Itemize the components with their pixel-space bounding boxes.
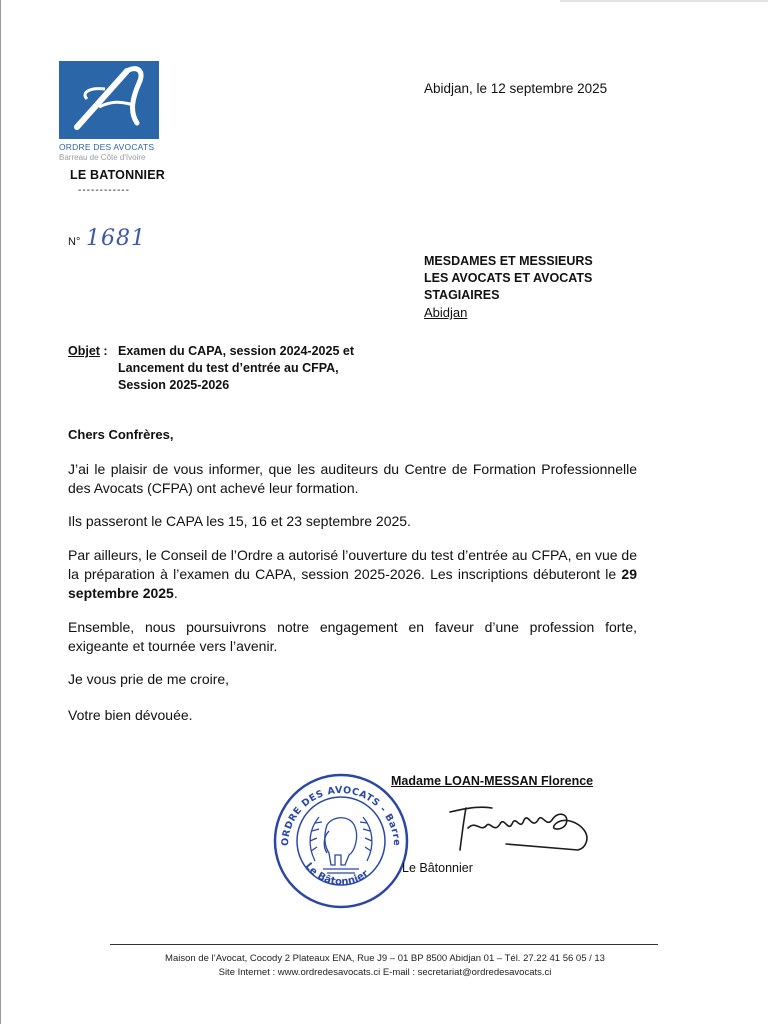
paragraph-text: Par ailleurs, le Conseil de l’Ordre a autorisé l’ouverture du test d’entrée au CFPA, en vue de la préparation à l’examen du CAPA, session 2025-2026. Les inscriptions débuteront le <box>68 547 637 582</box>
letter-date: Abidjan, le 12 septembre 2025 <box>424 81 608 96</box>
registration-date: 29 septembre 2025 <box>68 566 637 601</box>
addressee-line: STAGIAIRES <box>424 288 500 302</box>
footer <box>90 952 680 980</box>
reference-number: 1681 <box>86 226 146 251</box>
subject-line: Session 2025-2026 <box>118 378 230 392</box>
stamp-outer-text: ORDRE DES AVOCATS - Barre <box>279 784 403 847</box>
stamp-inner-text: Le Bâtonnier <box>302 860 371 888</box>
addressee-line: MESDAMES ET MESSIEURS <box>424 254 593 268</box>
subject-line: Examen du CAPA, session 2024-2025 et <box>118 344 354 358</box>
signatory-title: Le Bâtonnier <box>402 861 473 875</box>
subject-label: Objet <box>68 344 100 358</box>
page-edge-top <box>560 0 768 2</box>
heading-dashes: ------------ <box>78 185 130 196</box>
closing-line: Votre bien dévouée. <box>68 707 193 723</box>
footer-address: Maison de l’Avocat, Cocody 2 Plateaux ENA, Rue J9 – 01 BP 8500 Abidjan 01 – Tél. 27.22 41 56 05 / 13 <box>165 953 605 964</box>
reference-label: N° <box>68 236 81 248</box>
body-paragraph: Ensemble, nous poursuivrons notre engagement en faveur d’une profession forte, exigeante et tournée vers l’avenir. <box>68 619 637 654</box>
org-name: ORDRE DES AVOCATS <box>59 142 155 152</box>
footer-divider <box>110 944 658 945</box>
handwritten-signature <box>446 798 596 865</box>
signatory-name: Madame LOAN-MESSAN Florence <box>391 774 594 788</box>
paragraph-text: . <box>173 585 178 601</box>
svg-text:Le Bâtonnier <box>303 861 371 888</box>
subject-separator: : <box>99 344 108 358</box>
addressee-line: LES AVOCATS ET AVOCATS <box>424 271 593 285</box>
footer-contact: Site Internet : www.ordredesavocats.ci E-mail : secretariat@ordredesavocats.ci <box>218 967 552 978</box>
subject-line: Lancement du test d’entrée au CFPA, <box>118 361 339 375</box>
closing-line: Je vous prie de me croire, <box>68 671 230 687</box>
bar-logo <box>59 61 159 139</box>
body-paragraph: Ils passeront le CAPA les 15, 16 et 23 septembre 2025. <box>68 513 411 529</box>
body-paragraph <box>68 546 637 603</box>
svg-text:ORDRE DES AVOCATS - Barreau de <box>271 771 402 846</box>
salutation: Chers Confrères, <box>68 427 174 442</box>
org-subtitle: Barreau de Côte d'Ivoire <box>59 153 146 162</box>
body-paragraph: J’ai le plaisir de vous informer, que les auditeurs du Centre de Formation Professionnelle des Avocats (CFPA) ont achevé leur formation. <box>68 461 637 496</box>
office-heading: LE BATONNIER <box>70 168 165 182</box>
page-edge <box>0 0 1 1024</box>
subject-block <box>68 343 354 392</box>
addressee-city: Abidjan <box>424 305 468 320</box>
addressee-block <box>424 253 593 321</box>
official-stamp <box>271 771 411 916</box>
